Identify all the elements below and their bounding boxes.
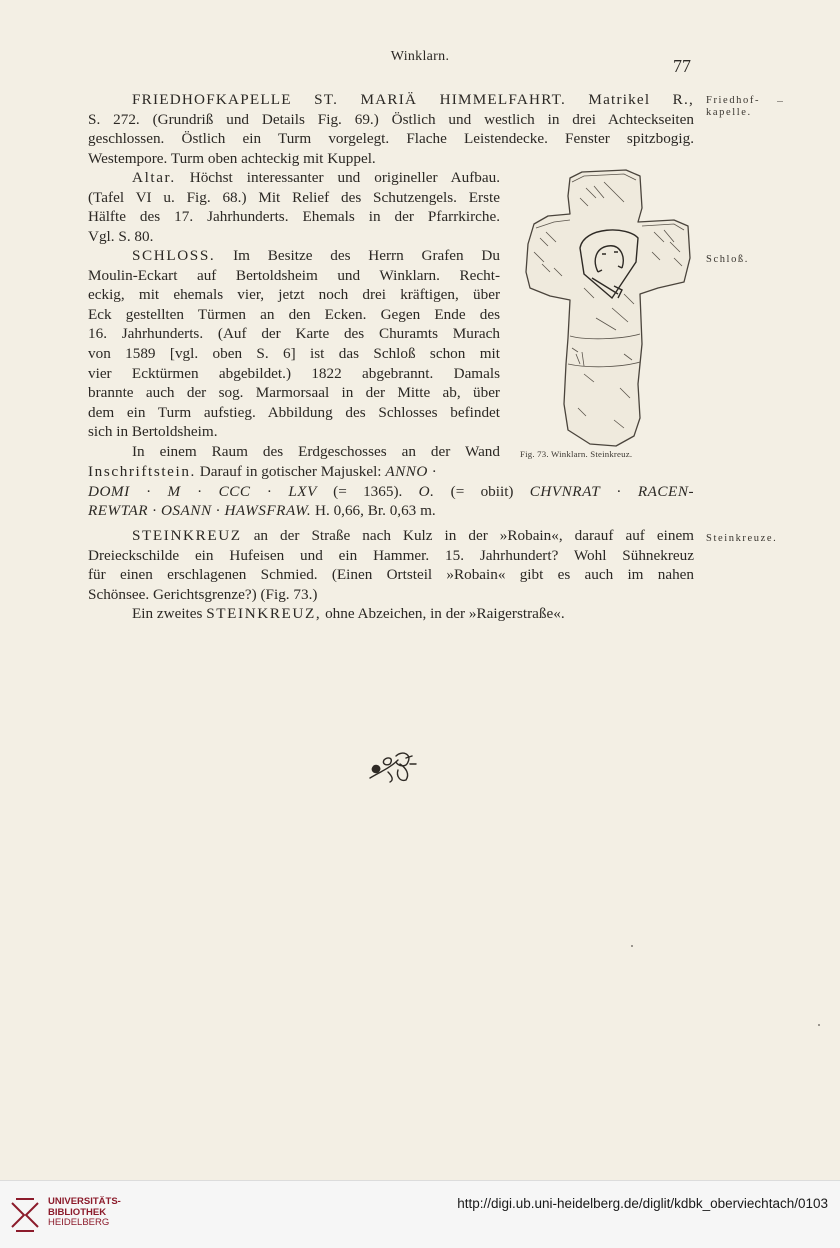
scan-mark xyxy=(777,101,783,102)
text-line: Dreieckschilde ein Hufeisen und ein Hammer. 15. Jahrhundert? Wohl Sühnekreuz xyxy=(88,546,694,564)
inscription-text: DOMI · M · CCC · LXV xyxy=(88,482,317,500)
footer-bar xyxy=(0,1180,840,1248)
text-line: von 1589 [vgl. oben S. 6] ist das Schloß schon mit xyxy=(88,344,500,362)
text-line: FRIEDHOFKAPELLE ST. MARIÄ HIMMELFAHRT. Matrikel R., xyxy=(132,91,694,108)
library-name-line: HEIDELBERG xyxy=(48,1217,110,1228)
library-name-line: BIBLIOTHEK xyxy=(48,1206,107,1218)
margin-note-steinkreuze: Steinkreuze. xyxy=(706,533,778,544)
text-line: (Tafel VI u. Fig. 68.) Mit Relief des Schutzengels. Erste xyxy=(88,188,500,206)
figure-caption: Fig. 73. Winklarn. Steinkreuz. xyxy=(520,449,633,459)
paragraph-friedhofkapelle xyxy=(88,90,694,168)
text-line xyxy=(88,462,694,482)
permalink-url[interactable]: http://digi.ub.uni-heidelberg.de/diglit/kdbk_oberviechtach/0103 xyxy=(457,1196,828,1211)
text-line: Eck gestellten Türmen an den Ecken. Gegen Ende des xyxy=(88,305,500,323)
text-line: Moulin-Eckart auf Bertoldsheim und Winklarn. Recht- xyxy=(88,266,500,284)
text-line xyxy=(88,482,694,502)
text-line: brannte auch der sog. Marmorsaal in der Mitte ab, über xyxy=(88,384,500,402)
text-span: Im Besitze des Herrn Grafen Du xyxy=(233,247,500,264)
text-line: vier Ecktürmen abgebildet.) 1822 abgebrannt. Damals xyxy=(88,364,500,382)
section-lead-steinkreuz-2: STEINKREUZ, xyxy=(206,605,322,623)
inscription-text: CHVNRAT · RACEN- xyxy=(529,482,695,500)
university-library-logo[interactable] xyxy=(8,1195,42,1235)
text-span: (= obiit) xyxy=(450,482,514,500)
text-line xyxy=(88,168,500,188)
scan-mark xyxy=(818,1024,820,1026)
text-line: In einem Raum des Erdgeschosses an der Wand xyxy=(132,442,500,460)
margin-note-schloss: Schloß. xyxy=(706,254,749,265)
text-line xyxy=(88,246,500,266)
stone-cross-illustration xyxy=(524,168,692,450)
paragraph-steinkreuz xyxy=(88,526,694,624)
figure-steinkreuz xyxy=(524,168,692,450)
inscription-text: O. xyxy=(418,482,435,500)
flower-ornament-icon xyxy=(366,750,418,784)
text-line: Vgl. S. 80. xyxy=(88,227,154,245)
running-head: Winklarn. xyxy=(390,49,450,64)
text-span: Ein zweites xyxy=(132,605,203,623)
margin-note-line: Friedhof- xyxy=(706,95,761,106)
text-span: (= 1365). xyxy=(333,482,403,500)
text-span: Höchst interessanter und origineller Aufbau. xyxy=(189,169,500,186)
text-line xyxy=(88,501,694,521)
text-line: sich in Bertoldsheim. xyxy=(88,423,218,441)
text-span: H. 0,66, Br. 0,63 m. xyxy=(315,502,436,520)
library-name-line: UNIVERSITÄTS- xyxy=(48,1196,121,1207)
library-logo-icon xyxy=(8,1195,42,1235)
section-lead-schloss: SCHLOSS. xyxy=(132,247,216,264)
text-line: eckig, mit ehemals vier, jetzt noch drei kräftigen, über xyxy=(88,286,500,304)
section-lead-steinkreuz: STEINKREUZ xyxy=(132,527,242,544)
text-line: Westempore. Turm oben achteckig mit Kuppel. xyxy=(88,149,376,167)
text-line: geschlossen. Östlich ein Turm vorgelegt. Flache Leistendecke. Fenster spitzbogig. xyxy=(88,130,694,148)
text-span: Darauf in gotischer Majuskel: xyxy=(199,463,382,480)
inscription-text: REWTAR · OSANN · HAWSFRAW. xyxy=(88,502,312,520)
section-lead-altar: Altar. xyxy=(132,169,176,186)
paragraph-altar xyxy=(88,168,500,246)
section-lead-inschriftstein: Inschriftstein. xyxy=(88,463,196,480)
text-span: ohne Abzeichen, in der »Raigerstraße«. xyxy=(325,605,565,623)
margin-note-friedhof xyxy=(706,95,760,119)
page-number: 77 xyxy=(673,56,691,76)
library-name[interactable] xyxy=(48,1197,121,1229)
margin-note-line: kapelle. xyxy=(706,107,752,118)
text-line: S. 272. (Grundriß und Details Fig. 69.) Östlich und westlich in drei Achteckseiten xyxy=(88,110,694,128)
floral-ornament xyxy=(366,750,418,784)
text-line: Hälfte des 17. Jahrhunderts. Ehemals in der Pfarrkirche. xyxy=(88,208,500,226)
text-line: Schönsee. Gerichtsgrenze?) (Fig. 73.) xyxy=(88,585,318,603)
text-span: an der Straße nach Kulz in der »Robain«, darauf auf einem xyxy=(253,527,694,544)
text-line xyxy=(88,526,694,546)
text-line: dem ein Turm aufstieg. Abbildung des Schlosses befindet xyxy=(88,403,500,421)
paragraph-schloss xyxy=(88,246,500,462)
scan-mark xyxy=(631,945,633,947)
inscription-text: ANNO · xyxy=(385,463,437,480)
text-line xyxy=(88,604,694,624)
text-line: für einen erschlagenen Schmied. (Einen Ortsteil »Robain« gibt es auch im nahen xyxy=(88,566,694,584)
text-line: 16. Jahrhunderts. (Auf der Karte des Churamts Murach xyxy=(88,325,500,343)
paragraph-inschriftstein xyxy=(88,462,694,521)
